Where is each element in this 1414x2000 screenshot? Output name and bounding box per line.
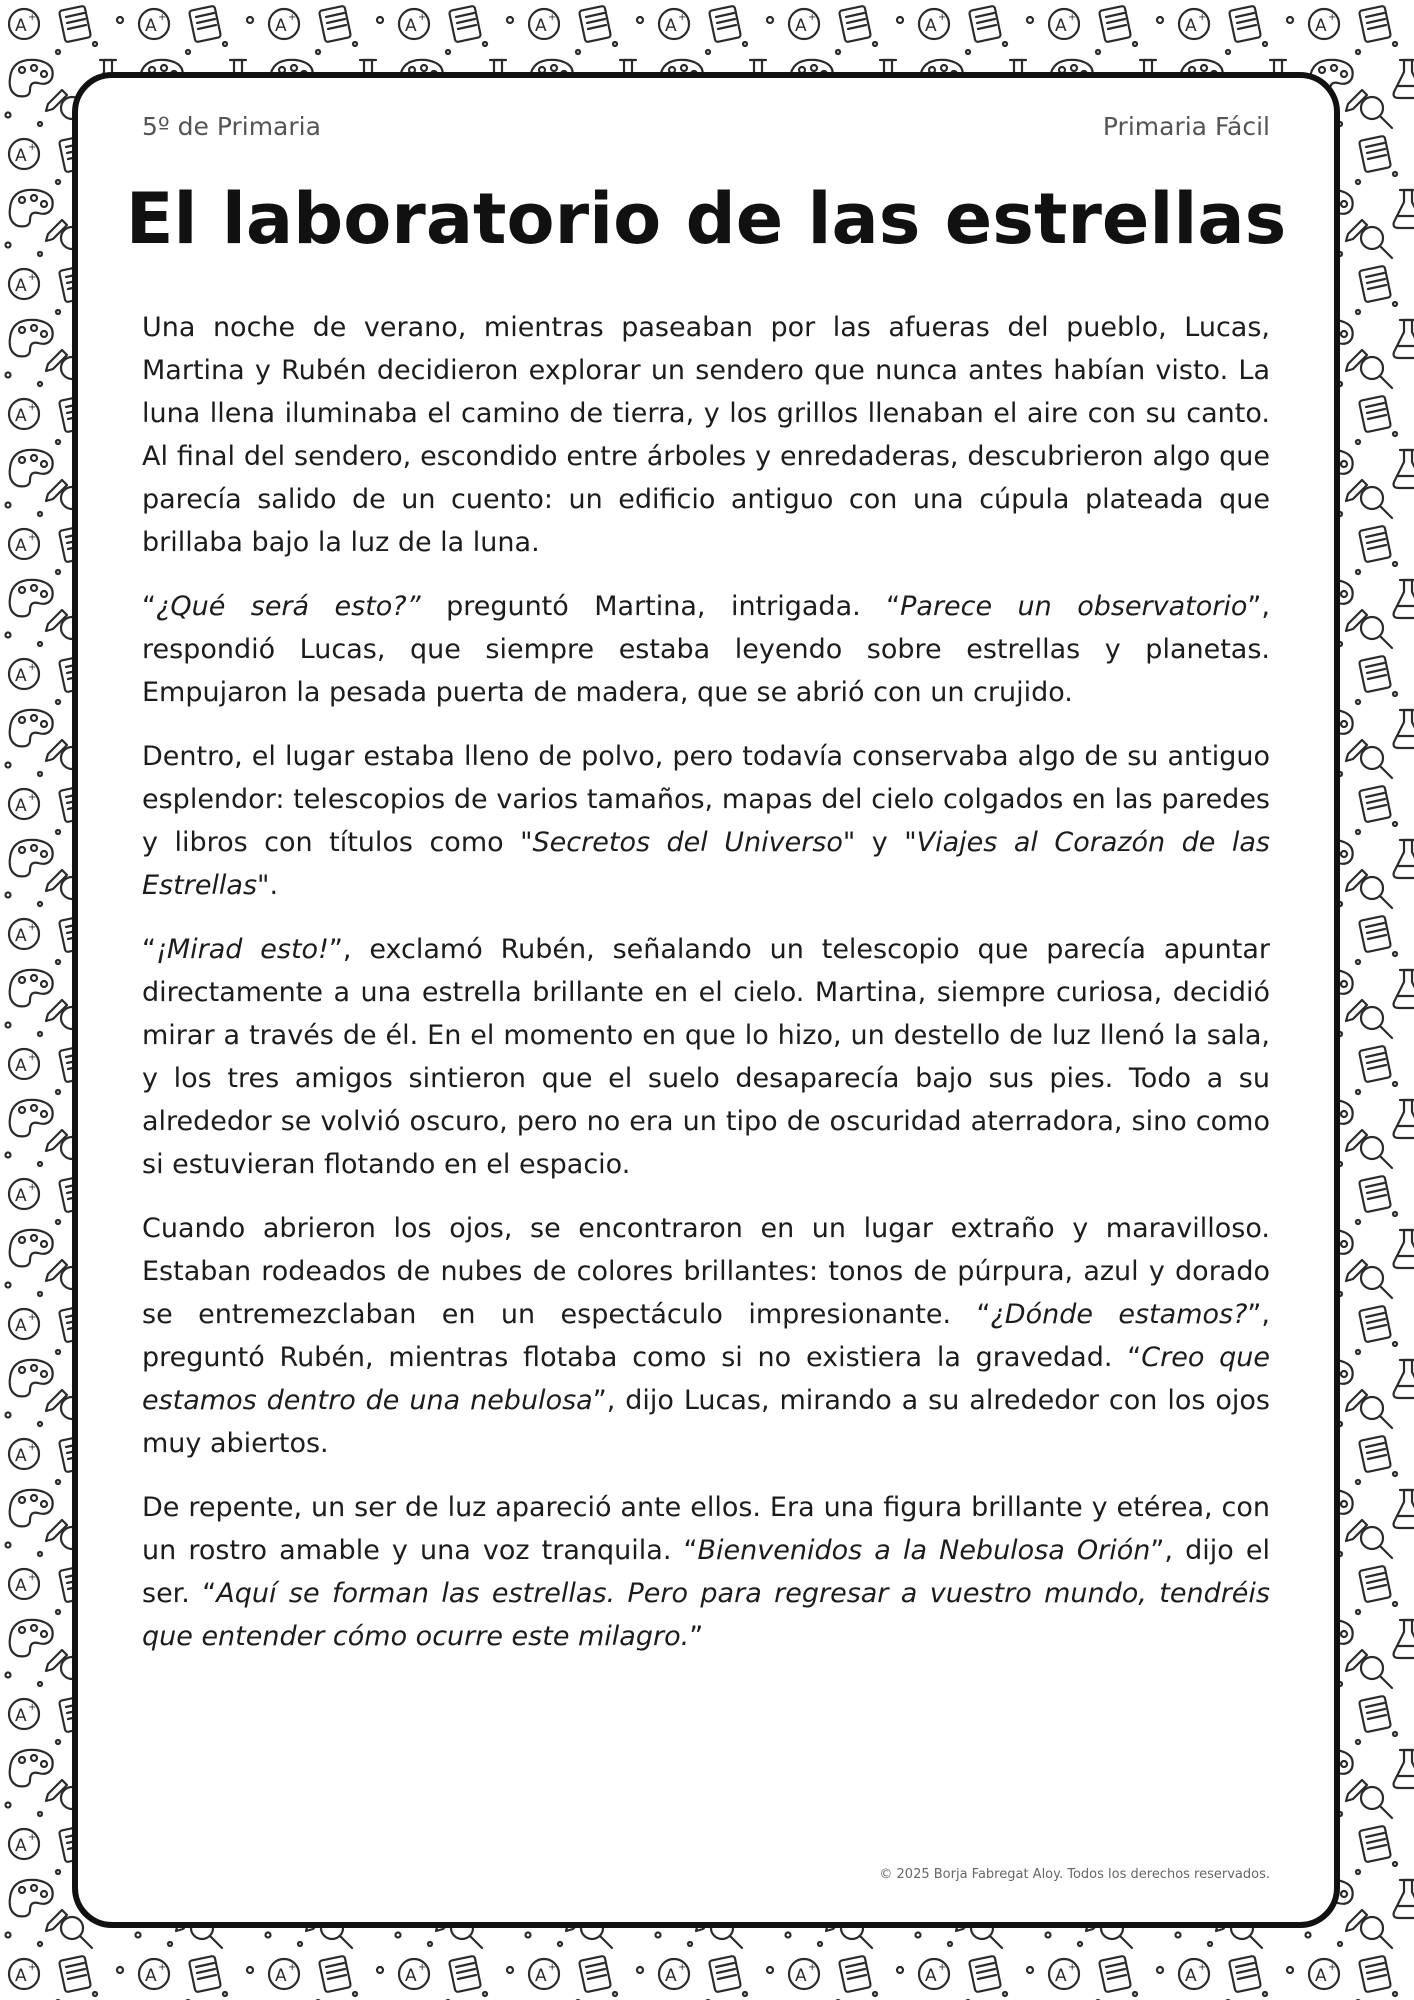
grade-label: 5º de Primaria (142, 112, 321, 141)
narration-text: ”, dijo Lucas, mirando a su alrededor con los ojos muy abiertos. (142, 1385, 1270, 1459)
brand-label: Primaria Fácil (1102, 112, 1270, 141)
narration-text: Una noche de verano, mientras paseaban por las afueras del pueblo, Lucas, Martina y Rubén decidieron explorar un sendero que nunca antes habían visto. La luna llena iluminaba el camino de tierra, y los grillos llenaban el aire con su canto. Al final del sendero, escondido entre árboles y enredaderas, descubrieron algo que parecía salido de un cuento: un edificio antiguo con una cúpula plateada que brillaba bajo la luz de la luna. (142, 312, 1270, 558)
dialogue-text: Secretos del Universo (532, 827, 843, 858)
worksheet-card (72, 72, 1340, 1928)
story-paragraph (142, 735, 1270, 907)
narration-text: ". (257, 870, 279, 901)
dialogue-text: Bienvenidos a la Nebulosa Orión (697, 1535, 1151, 1566)
dialogue-text: Aquí se forman las estrellas. Pero para regresar a vuestro mundo, tendréis que entender cómo ocurre este milagro. (142, 1578, 1270, 1652)
dialogue-text: ¿Dónde estamos? (990, 1299, 1248, 1330)
narration-text: De repente, un ser de luz apareció ante ellos. Era una figura brillante y etérea, con un rostro amable y una voz tranquila. “ (142, 1492, 1270, 1566)
narration-text: ”, preguntó Rubén, mientras flotaba como si no existiera la gravedad. “ (142, 1299, 1270, 1373)
dialogue-text: ¿Qué será esto?” (156, 591, 421, 622)
story-paragraph (142, 928, 1270, 1186)
story-paragraph (142, 585, 1270, 714)
dialogue-text: Viajes al Corazón de las Estrellas (142, 827, 1270, 901)
narration-text: ”, dijo el ser. “ (142, 1535, 1270, 1609)
narration-text: ”, exclamó Rubén, señalando un telescopio que parecía apuntar directamente a una estrella brillante en el cielo. Martina, siempre curiosa, decidió mirar a través de él. En el momento en que lo hizo, un destello de luz llenó la sala, y los tres amigos sintieron que el suelo desaparecía bajo sus pies. Todo a su alrededor se volvió oscuro, pero no era un tipo de oscuridad aterradora, sino como si estuvieran flotando en el espacio. (142, 934, 1270, 1180)
narration-text: ”, respondió Lucas, que siempre estaba leyendo sobre estrellas y planetas. Empujaron la pesada puerta de madera, que se abrió con un crujido. (142, 591, 1270, 708)
dialogue-text: Parece un observatorio (900, 591, 1248, 622)
page-title: El laboratorio de las estrellas (125, 178, 1287, 260)
narration-text: Cuando abrieron los ojos, se encontraron en un lugar extraño y maravilloso. Estaban rodeados de nubes de colores brillantes: tonos de púrpura, azul y dorado se entremezclaban en un espectáculo impresionante. “ (142, 1213, 1270, 1330)
story-paragraph (142, 1207, 1270, 1465)
dialogue-text: Creo que estamos dentro de una nebulosa (142, 1342, 1270, 1416)
narration-text: ” (689, 1621, 704, 1652)
narration-text: preguntó Martina, intrigada. “ (420, 591, 901, 622)
narration-text: " y " (842, 827, 917, 858)
narration-text: Dentro, el lugar estaba lleno de polvo, pero todavía conservaba algo de su antiguo esplendor: telescopios de varios tamaños, mapas del cielo colgados en las paredes y libros con títulos como " (142, 741, 1270, 858)
dialogue-text: ¡Mirad esto! (156, 934, 329, 965)
story-paragraph (142, 306, 1270, 564)
copyright-notice: © 2025 Borja Fabregat Aloy. Todos los derechos reservados. (879, 1867, 1270, 1882)
story-paragraph (142, 1486, 1270, 1658)
narration-text: “ (142, 591, 156, 622)
story-text (142, 306, 1270, 1679)
narration-text: “ (142, 934, 156, 965)
